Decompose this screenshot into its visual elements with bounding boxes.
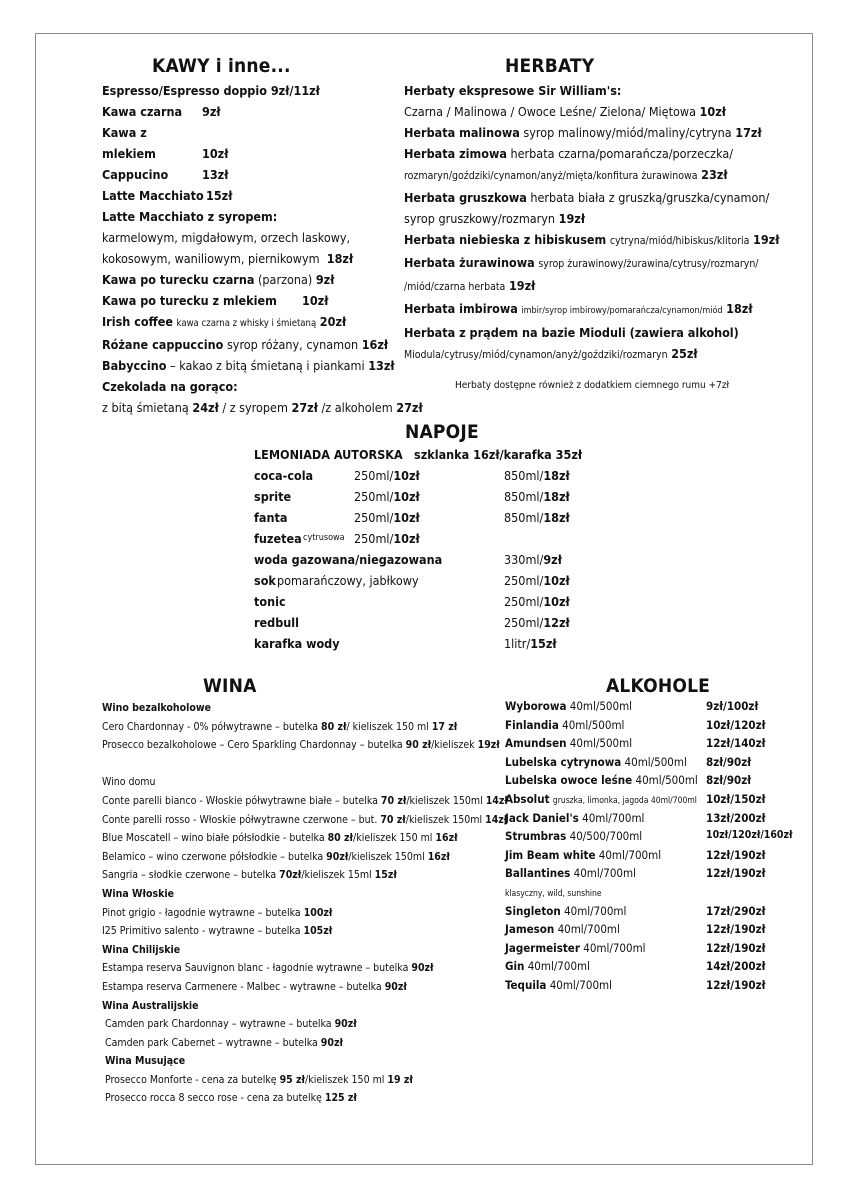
wina-heading: WINA [203,675,257,697]
alcohol-name: Amundsen [505,736,567,751]
alcohol-desc: 40ml/700ml [527,959,591,974]
alcohol-desc: gruszka, limonka, jagoda 40ml/700ml [552,795,697,806]
alcohol-name: Jagermeister [505,940,580,955]
size: 250ml/ [504,573,544,588]
list-item: Prosecco rocca 8 secco rose - cena za butelkę 125 zł [105,1092,357,1105]
alcohol-label [505,978,612,992]
alkohole-list [505,699,795,997]
menu-item-desc: Miodula/cytrusy/miód/cynamon/anyż/goździki/rozmaryn 25zł [404,346,698,361]
napoje-list [254,465,584,654]
menu-item: Różane cappuccino syrop różany, cynamon 16zł [102,337,389,352]
alcohol-price: 12zł/190zł [706,847,766,862]
size: 850ml/ [504,489,544,504]
drink-row [254,549,584,570]
price: 10zł [543,594,570,609]
size: 850ml/ [504,510,544,525]
alcohol-desc: 40ml/700ml [582,810,645,825]
alcohol-desc: 40ml/500ml [562,717,625,732]
alcohol-price: 8zł/90zł [706,773,752,788]
menu-item: Kawa po turecku z mlekiem 10zł [102,293,329,308]
drink-row [254,528,584,549]
menu-item: Herbata imbirowa imbir/syrop imbirowy/pomarańcza/cynamon/miód 18zł [404,301,753,316]
alcohol-label [505,959,590,973]
lemoniada-row: LEMONIADA AUTORSKA szklanka 16zł/karafka 35zł [254,447,583,462]
herbaty-heading: HERBATY [505,55,595,77]
alcohol-price: 13zł/200zł [706,810,766,825]
alcohol-label [505,773,698,787]
drink-name: tonic [254,594,286,609]
menu-item: Kawa z mlekiem 10zł [102,125,229,161]
list-item: I25 Primitivo salento - wytrawne – butelka 105zł [102,925,333,938]
menu-item: Czekolada na gorąco: [102,379,238,394]
wina-category: Wino domu [102,776,156,789]
menu-item-desc: syrop gruszkowy/rozmaryn 19zł [404,211,586,226]
alcohol-name: Singleton [505,903,561,918]
alcohol-row [505,773,795,792]
drink-row [254,591,584,612]
herbaty-list [404,80,779,366]
menu-item-desc: Czarna / Malinowa / Owoce Leśne/ Zielona/ Miętowa 10zł [404,104,726,119]
list-item: Conte parelli bianco - Włoskie półwytrawne białe – butelka 70 zł/kieliszek 150ml 14zł [102,794,508,807]
alcohol-desc: 40ml/700ml [564,903,627,918]
kawy-list [102,80,423,418]
alcohol-desc: 40ml/500ml [569,736,633,751]
alcohol-desc: 40ml/700ml [549,977,612,992]
menu-item: Herbata gruszkowa herbata biała z gruszką/gruszka/cynamon/ [404,190,770,205]
alcohol-name: Strumbras [505,829,567,844]
alcohol-desc: 40ml/700ml [583,940,646,955]
alcohol-row [505,755,795,774]
wina-category: Wina Musujące [105,1055,186,1068]
list-item: Belamico – wino czerwone półsłodkie – butelka 90zł/kieliszek 150ml 16zł [102,850,450,863]
drink-size-small [354,465,420,486]
alcohol-name: Ballantines [505,866,571,881]
drink-name: fanta [254,510,288,525]
alcohol-price: 12zł/190zł [706,940,766,955]
alcohol-price: 12zł/190zł [706,922,766,937]
alcohol-label [505,829,642,843]
alcohol-desc: klasyczny, wild, sunshine [505,888,602,899]
list-item: Prosecco bezalkoholowe – Cero Sparkling Chardonnay – butelka 90 zł/kieliszek 19zł [102,739,500,752]
kawy-heading: KAWY i inne... [152,55,291,77]
herbaty-note: Herbaty dostępne również z dodatkiem ciemnego rumu +7zł [455,380,730,391]
price: 18zł [543,489,570,504]
alcohol-row [505,848,795,867]
alcohol-price: 12zł/190zł [706,866,766,881]
drink-size-large [504,591,570,612]
price: 15zł [530,636,557,651]
drink-row [254,507,584,528]
alcohol-price: 14zł/200zł [706,959,766,974]
drink-name: sok [254,573,276,588]
alcohol-row [505,941,795,960]
menu-item: Latte Macchiato z syropem: [102,209,278,224]
alcohol-price: 10zł/120zł [706,717,766,732]
size: 250ml/ [504,615,544,630]
drink-desc: cytrusowa [303,533,345,543]
alcohol-desc: 40ml/500ml [624,754,687,769]
menu-item: Irish coffee kawa czarna z whisky i śmietaną 20zł [102,314,347,329]
alcohol-desc: 40ml/700ml [598,847,662,862]
alcohol-price: 12zł/190zł [706,977,766,992]
list-item: Estampa reserva Carmenere - Malbec - wytrawne – butelka 90zł [102,980,407,993]
alcohol-row [505,959,795,978]
alcohol-row [505,736,795,755]
list-item: Sangria – słodkie czerwone – butelka 70zł/kieliszek 15ml 15zł [102,869,397,882]
size: 330ml/ [504,552,544,567]
list-item: Camden park Chardonnay – wytrawne – butelka 90zł [105,1018,357,1031]
menu-item: Herbata żurawinowa syrop żurawinowy/żurawina/cytrusy/rozmaryn/ [404,255,759,270]
wina-category: Wina Włoskie [102,887,175,900]
wina-category: Wina Australijskie [102,999,199,1012]
alcohol-row [505,792,795,811]
alcohol-price: 8zł/90zł [706,754,752,769]
alcohol-row [505,922,795,941]
size: 1litr/ [504,636,531,651]
price: 10zł [393,531,420,546]
drink-size-large [504,633,557,654]
drink-row [254,465,584,486]
price: 10zł [393,489,420,504]
size: 250ml/ [354,531,394,546]
menu-item: Kawa po turecku czarna (parzona) 9zł [102,272,335,287]
price: 18zł [543,510,570,525]
alcohol-row [505,904,795,923]
drink-row [254,633,584,654]
alcohol-label [505,848,661,862]
menu-item: Babyccino – kakao z bitą śmietaną i piankami 13zł [102,358,395,373]
alcohol-label [505,904,626,918]
menu-item-desc: karmelowym, migdałowym, orzech laskowy, [102,230,351,245]
alcohol-row [505,866,795,885]
drink-row [254,612,584,633]
price: 10zł [393,510,420,525]
wina-category: Wina Chilijskie [102,943,181,956]
alcohol-row [505,699,795,718]
size: 250ml/ [354,489,394,504]
drink-row [254,570,584,591]
drink-desc: pomarańczowy, jabłkowy [277,573,419,588]
size: 250ml/ [354,468,394,483]
alcohol-price: 10zł/120zł/160zł [706,829,793,842]
drink-size-large [504,465,570,486]
alcohol-name: Lubelska cytrynowa [505,754,622,769]
alcohol-label [505,885,602,899]
menu-item-desc: kokosowym, waniliowym, piernikowym 18zł [102,251,354,266]
menu-item: Herbata zimowa herbata czarna/pomarańcza/porzeczka/ [404,146,734,161]
alcohol-row [505,978,795,997]
list-item: Cero Chardonnay - 0% półwytrawne – butelka 80 zł/ kieliszek 150 ml 17 zł [102,720,458,733]
alcohol-name: Absolut [505,791,550,806]
wina-list [102,699,508,1108]
menu-item-desc: /miód/czarna herbata 19zł [404,278,536,293]
alcohol-desc: 40ml/500ml [635,773,698,788]
price: 9zł [543,552,562,567]
list-item: Conte parelli rosso - Włoskie półwytrawne czerwone – but. 70 zł/kieliszek 150ml 14zł [102,813,508,826]
alcohol-name: Gin [505,959,525,974]
alcohol-desc: 40ml/700ml [573,866,636,881]
menu-item: Herbaty ekspresowe Sir William's: [404,83,622,98]
alcohol-label [505,941,646,955]
drink-size-small [354,507,420,528]
alcohol-price: 10zł/150zł [706,791,766,806]
price: 12zł [543,615,570,630]
drink-name: karafka wody [254,636,340,651]
list-item: Camden park Cabernet – wytrawne – butelka 90zł [105,1036,343,1049]
alcohol-label [505,755,687,769]
drink-size-small [354,486,420,507]
alcohol-name: Finlandia [505,717,559,732]
alcohol-label [505,736,632,750]
alcohol-name: Tequila [505,977,547,992]
napoje-heading: NAPOJE [405,421,479,443]
list-item: Prosecco Monforte - cena za butelkę 95 zł/kieliszek 150 ml 19 zł [105,1073,413,1086]
drink-size-large [504,486,570,507]
drink-name: coca-cola [254,468,314,483]
alcohol-name: Jack Daniel's [505,810,579,825]
alcohol-label [505,699,632,713]
drink-row [254,486,584,507]
alcohol-name: Jameson [505,922,555,937]
alcohol-desc: 40ml/500ml [569,699,633,713]
alcohol-price: 12zł/140zł [706,736,766,751]
alcohol-label [505,718,624,732]
menu-item: Cappucino 13zł [102,167,229,182]
drink-size-large [504,507,570,528]
list-item: Blue Moscatell – wino białe półsłodkie - butelka 80 zł/kieliszek 150 ml 16zł [102,832,458,845]
alcohol-label [505,866,636,880]
alcohol-row [505,718,795,737]
menu-item: Herbata niebieska z hibiskusem cytryna/miód/hibiskus/klitoria 19zł [404,232,780,247]
menu-item: Latte Macchiato 15zł [102,188,233,203]
menu-item: Espresso/Espresso doppio 9zł/11zł [102,83,320,98]
menu-item-desc: rozmaryn/goździki/cynamon/anyż/mięta/konfitura żurawinowa 23zł [404,167,728,182]
alcohol-label [505,922,620,936]
alcohol-desc: 40ml/700ml [557,922,620,937]
list-item: Pinot grigio - łagodnie wytrawne – butelka 100zł [102,906,333,919]
price: 18zł [543,468,570,483]
menu-item-desc: z bitą śmietaną 24zł / z syropem 27zł /z alkoholem 27zł [102,400,423,415]
alcohol-label [505,811,644,825]
alcohol-name: Jim Beam white [505,847,596,862]
price: 10zł [543,573,570,588]
alcohol-row [505,885,795,904]
alcohol-name: Wyborowa [505,699,567,713]
price: 10zł [393,468,420,483]
drink-name: redbull [254,615,299,630]
menu-item: Herbata malinowa syrop malinowy/miód/maliny/cytryna 17zł [404,125,762,140]
size: 850ml/ [504,468,544,483]
size: 250ml/ [504,594,544,609]
drink-size-large [504,612,570,633]
drink-size-large [504,549,562,570]
drink-name: woda gazowana/niegazowana [254,552,443,567]
drink-name: sprite [254,489,292,504]
list-item: Estampa reserva Sauvignon blanc - łagodnie wytrawne – butelka 90zł [102,962,434,975]
alcohol-price: 9zł/100zł [706,699,759,713]
wina-category: Wino bezalkoholowe [102,702,212,714]
alcohol-row [505,811,795,830]
alcohol-desc: 40/500/700ml [569,829,643,844]
drink-size-large [504,570,570,591]
alkohole-heading: ALKOHOLE [606,675,711,697]
size: 250ml/ [354,510,394,525]
drink-name: fuzetea [254,531,302,546]
alcohol-name: Lubelska owoce leśne [505,773,633,788]
alcohol-row [505,829,795,848]
alcohol-label [505,792,697,806]
drink-size-small [354,528,420,549]
alcohol-price: 17zł/290zł [706,903,766,918]
menu-item: Kawa czarna 9zł [102,104,221,119]
menu-item: Herbata z prądem na bazie Mioduli (zawiera alkohol) [404,325,739,340]
